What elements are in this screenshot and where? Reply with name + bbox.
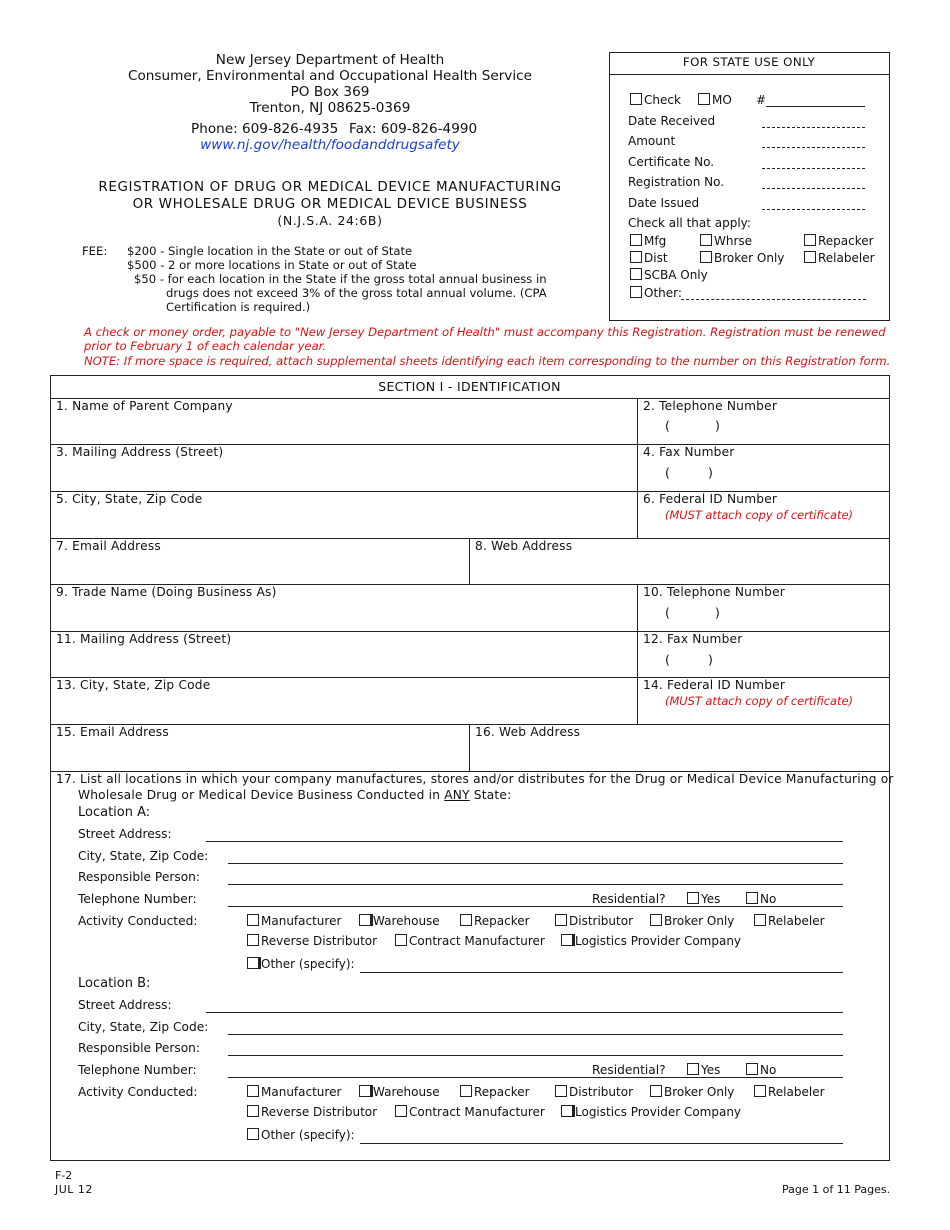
area-code-close: ) <box>715 418 720 433</box>
location-b-broker-only-checkbox[interactable]: Broker Only <box>650 1085 734 1099</box>
fee-line: Certification is required.) <box>166 300 311 314</box>
fee-line: $500 - 2 or more locations in State or out of State <box>127 258 417 272</box>
parent-company-field[interactable]: 1. Name of Parent Company <box>56 399 233 413</box>
location-a-city-input[interactable] <box>228 863 843 864</box>
location-a-contract-manufacturer-checkbox[interactable]: Contract Manufacturer <box>395 934 545 948</box>
location-b-telephone-input[interactable] <box>228 1077 843 1078</box>
agency-name: New Jersey Department of Health <box>215 52 445 68</box>
date-issued-field[interactable] <box>762 197 865 210</box>
location-b-contract-manufacturer-checkbox[interactable]: Contract Manufacturer <box>395 1105 545 1119</box>
federal-id-field[interactable]: 6. Federal ID Number <box>643 492 778 506</box>
location-b-warehouse-checkbox[interactable]: Warehouse <box>359 1085 440 1099</box>
amount-label: Amount <box>628 134 676 148</box>
state-check-checkbox[interactable]: Check <box>630 93 681 107</box>
federal-id-note: (MUST attach copy of certificate) <box>665 508 853 522</box>
location-b-other-input[interactable] <box>360 1143 843 1144</box>
fee-line: $50 - for each location in the State if the gross total annual business in <box>134 272 547 286</box>
location-b-other-checkbox[interactable]: Other (specify): <box>247 1128 355 1142</box>
responsible-person-label: Responsible Person: <box>78 870 200 884</box>
state-number-label: # <box>756 93 767 107</box>
location-b-residential-yes[interactable]: Yes <box>687 1063 720 1077</box>
residential-label: Residential? <box>592 892 666 906</box>
payment-notice: A check or money order, payable to "New Jersey Department of Health" must accompany this Registration. Registration must be renewed <box>84 325 886 339</box>
fee-line: drugs does not exceed 3% of the gross total annual volume. (CPA <box>166 286 547 300</box>
location-a-responsible-input[interactable] <box>228 884 843 885</box>
location-a-residential-yes[interactable]: Yes <box>687 892 720 906</box>
trade-federal-id-note: (MUST attach copy of certificate) <box>665 694 853 708</box>
location-a-distributor-checkbox[interactable]: Distributor <box>555 914 633 928</box>
trade-city-state-zip-field[interactable]: 13. City, State, Zip Code <box>56 678 211 692</box>
web-address-field[interactable]: 8. Web Address <box>475 539 573 553</box>
date-received-field[interactable] <box>762 115 865 128</box>
agency-division: Consumer, Environmental and Occupational Health Service <box>128 68 532 84</box>
telephone-label: Telephone Number: <box>78 892 197 906</box>
location-a-manufacturer-checkbox[interactable]: Manufacturer <box>247 914 341 928</box>
locations-instruction: 17. List all locations in which your company manufactures, stores and/or distributes for the Drug or Medical Device Manufacturing or <box>56 772 894 786</box>
location-b-heading: Location B: <box>78 976 151 991</box>
check-all-label: Check all that apply: <box>628 216 751 230</box>
state-use-title: FOR STATE USE ONLY <box>682 55 816 69</box>
agency-website-link[interactable]: www.nj.gov/health/foodanddrugsafety <box>200 137 460 153</box>
location-a-logistics-checkbox[interactable]: Logistics Provider Company <box>561 934 741 948</box>
location-a-telephone-input[interactable] <box>228 906 843 907</box>
supplemental-note: NOTE: If more space is required, attach supplemental sheets identifying each item corresponding to the number on this Registration form. <box>84 354 891 368</box>
location-b-repacker-checkbox[interactable]: Repacker <box>460 1085 530 1099</box>
section1-title: SECTION I - IDENTIFICATION <box>378 379 561 394</box>
state-scba-only-checkbox[interactable]: SCBA Only <box>630 268 708 282</box>
area-code-close: ) <box>715 605 720 620</box>
location-b-manufacturer-checkbox[interactable]: Manufacturer <box>247 1085 341 1099</box>
date-issued-label: Date Issued <box>628 196 700 210</box>
renewal-notice: prior to February 1 of each calendar year. <box>84 339 327 353</box>
state-number-field[interactable] <box>766 94 865 107</box>
certificate-no-field[interactable] <box>762 156 865 169</box>
trade-web-address-field[interactable]: 16. Web Address <box>475 725 581 739</box>
form-date: JUL 12 <box>55 1183 93 1196</box>
activity-label: Activity Conducted: <box>78 1085 198 1099</box>
street-address-label: Street Address: <box>78 998 172 1012</box>
telephone-number-field[interactable]: 2. Telephone Number <box>643 399 778 413</box>
state-mfg-checkbox[interactable]: Mfg <box>630 234 666 248</box>
area-code-open: ( <box>665 465 670 480</box>
trade-federal-id-field[interactable]: 14. Federal ID Number <box>643 678 786 692</box>
trade-name-field[interactable]: 9. Trade Name (Doing Business As) <box>56 585 277 599</box>
state-broker-only-checkbox[interactable]: Broker Only <box>700 251 784 265</box>
location-a-relabeler-checkbox[interactable]: Relabeler <box>754 914 825 928</box>
area-code-open: ( <box>665 418 670 433</box>
mailing-address-field[interactable]: 3. Mailing Address (Street) <box>56 445 224 459</box>
page-number: Page 1 of 11 Pages. <box>782 1183 891 1196</box>
area-code-close: ) <box>708 465 713 480</box>
activity-label: Activity Conducted: <box>78 914 198 928</box>
location-a-reverse-distributor-checkbox[interactable]: Reverse Distributor <box>247 934 377 948</box>
registration-no-label: Registration No. <box>628 175 725 189</box>
area-code-open: ( <box>665 652 670 667</box>
area-code-close: ) <box>708 652 713 667</box>
location-a-warehouse-checkbox[interactable]: Warehouse <box>359 914 440 928</box>
location-b-distributor-checkbox[interactable]: Distributor <box>555 1085 633 1099</box>
form-title-line1: REGISTRATION OF DRUG OR MEDICAL DEVICE MANUFACTURING <box>98 179 562 195</box>
location-b-city-input[interactable] <box>228 1034 843 1035</box>
location-a-street-input[interactable] <box>206 841 843 842</box>
street-address-label: Street Address: <box>78 827 172 841</box>
trade-fax-field[interactable]: 12. Fax Number <box>643 632 743 646</box>
state-repacker-checkbox[interactable]: Repacker <box>804 234 874 248</box>
state-dist-checkbox[interactable]: Dist <box>630 251 668 265</box>
agency-pobox: PO Box 369 <box>290 84 370 100</box>
form-title-line2: OR WHOLESALE DRUG OR MEDICAL DEVICE BUSINESS <box>132 196 528 212</box>
location-b-street-input[interactable] <box>206 1012 843 1013</box>
location-b-logistics-checkbox[interactable]: Logistics Provider Company <box>561 1105 741 1119</box>
state-other-field[interactable] <box>681 287 866 300</box>
city-state-zip-label: City, State, Zip Code: <box>78 1020 209 1034</box>
locations-instruction-2: Wholesale Drug or Medical Device Business Conducted in ANY State: <box>78 788 512 802</box>
telephone-label: Telephone Number: <box>78 1063 197 1077</box>
location-b-relabeler-checkbox[interactable]: Relabeler <box>754 1085 825 1099</box>
form-id: F-2 <box>55 1169 73 1182</box>
city-state-zip-field[interactable]: 5. City, State, Zip Code <box>56 492 203 506</box>
location-a-other-checkbox[interactable]: Other (specify): <box>247 957 355 971</box>
state-whrse-checkbox[interactable]: Whrse <box>700 234 752 248</box>
location-a-broker-only-checkbox[interactable]: Broker Only <box>650 914 734 928</box>
trade-mailing-address-field[interactable]: 11. Mailing Address (Street) <box>56 632 232 646</box>
agency-phone: Phone: 609-826-4935 <box>191 121 339 137</box>
city-state-zip-label: City, State, Zip Code: <box>78 849 209 863</box>
fee-line: $200 - Single location in the State or out of State <box>127 244 413 258</box>
form-statute: (N.J.S.A. 24:6B) <box>277 213 383 228</box>
amount-field[interactable] <box>762 135 865 148</box>
agency-fax: Fax: 609-826-4990 <box>349 121 478 137</box>
location-b-residential-no[interactable]: No <box>746 1063 776 1077</box>
trade-telephone-field[interactable]: 10. Telephone Number <box>643 585 785 599</box>
email-address-field[interactable]: 7. Email Address <box>56 539 161 553</box>
certificate-no-label: Certificate No. <box>628 155 715 169</box>
state-mo-checkbox[interactable]: MO <box>698 93 732 107</box>
fee-label: FEE: <box>82 244 108 258</box>
fax-number-field[interactable]: 4. Fax Number <box>643 445 735 459</box>
date-received-label: Date Received <box>628 114 716 128</box>
state-other-checkbox[interactable]: Other: <box>630 286 682 300</box>
area-code-open: ( <box>665 605 670 620</box>
location-a-other-input[interactable] <box>360 972 843 973</box>
state-relabeler-checkbox[interactable]: Relabeler <box>804 251 875 265</box>
trade-email-field[interactable]: 15. Email Address <box>56 725 169 739</box>
location-a-heading: Location A: <box>78 805 151 820</box>
registration-no-field[interactable] <box>762 176 865 189</box>
location-b-responsible-input[interactable] <box>228 1055 843 1056</box>
location-b-reverse-distributor-checkbox[interactable]: Reverse Distributor <box>247 1105 377 1119</box>
agency-city: Trenton, NJ 08625-0369 <box>249 100 411 116</box>
location-a-repacker-checkbox[interactable]: Repacker <box>460 914 530 928</box>
residential-label: Residential? <box>592 1063 666 1077</box>
location-a-residential-no[interactable]: No <box>746 892 776 906</box>
responsible-person-label: Responsible Person: <box>78 1041 200 1055</box>
